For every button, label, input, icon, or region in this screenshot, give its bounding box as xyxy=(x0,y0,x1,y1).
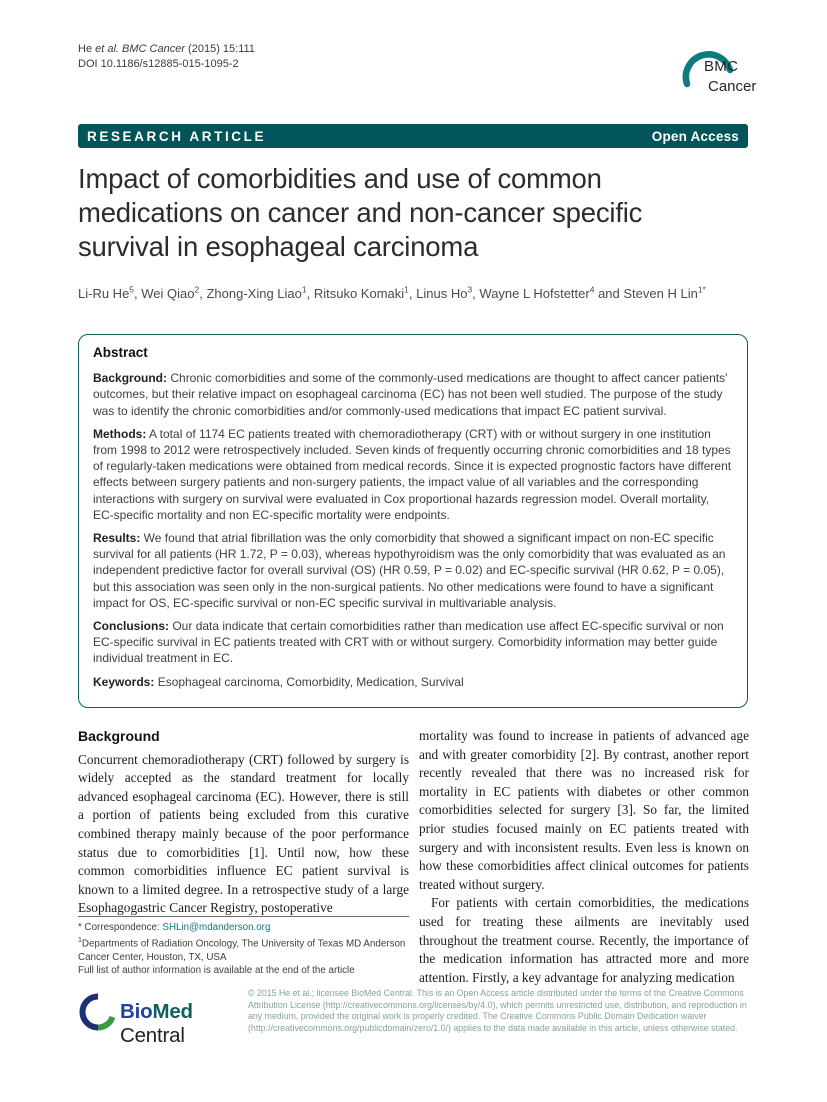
abstract-background: Background: Chronic comorbidities and some of the commonly-used medications are thought to affect cancer patients' outcomes, but their relative impact on esophageal carcinoma (EC) has not been well studied. The purpose of the study was to identify the chronic comorbidities and/or commonly-used medications that impact EC patient survival. xyxy=(93,371,728,418)
biomed-central-logo xyxy=(78,992,248,1047)
author: Steven H Lin$^{1*}$ xyxy=(623,285,706,302)
author: Ritsuko Komaki$^1$, xyxy=(313,285,417,302)
author-separator: , xyxy=(199,286,207,302)
abstract-box xyxy=(78,334,748,708)
license-text: © 2015 He et al.; licensee BioMed Central. This is an Open Access article distributed under the terms of the Creative Commons Attribution License (http://creativecommons.org/licenses/by/4.0), which permits unrestricted use, distribution, and reproduction in any medium, provided the original work is properly credited. The Creative Commons Public Domain Dedication waiver (http://creativecommons.org/publicdomain/zero/1.0/) applies to the data made available in this article, unless otherwise stated. xyxy=(248,988,747,1033)
body-paragraph: For patients with certain comorbidities, the medications used for treating these ailments are inevitably used throughout the treatment course. Recently, the importance of the medication information has attracted more and more attention. Firstly, a key advantage for analyzing medication xyxy=(419,895,749,985)
author-separator: , xyxy=(306,286,314,302)
author: Zhong-Xing Liao$^1$, xyxy=(206,285,314,302)
abstract-conclusions: Conclusions: Our data indicate that certain comorbidities rather than medication use affect EC-specific survival or non EC-specific survival in EC patients treated with CRT with or without surgery. Comorbidity information may better guide individual treatment in EC. xyxy=(93,619,724,666)
body-paragraph: mortality was found to increase in patients of advanced age and with greater comorbidity [2]. By contrast, another report recently revealed that there was no increased risk for mortality in EC patients with diabetes or other common comorbidities selected for surgery [3]. So far, the limited prior studies focused mainly on EC patients treated with surgery and with inconsistent results. Even less is known on how these comorbidities affect clinical outcomes for patients treated without surgery. xyxy=(419,728,749,892)
logo-text-bmc: BMC xyxy=(704,58,739,75)
correspondence-email-link[interactable]: SHLin@mdanderson.org xyxy=(162,922,271,933)
correspondence-line: * Correspondence: SHLin@mdanderson.org xyxy=(78,922,271,933)
article-title: Impact of comorbidities and use of common medications on cancer and non-cancer specific survival in esophageal carcinoma xyxy=(78,163,643,262)
author-separator: , xyxy=(408,286,417,302)
article-type-label: RESEARCH ARTICLE xyxy=(87,128,267,144)
author: Wayne L Hofstetter$^4$ and xyxy=(479,285,624,302)
abstract-methods: Methods: A total of 1174 EC patients treated with chemoradiotherapy (CRT) with or without surgery in one institution from 1998 to 2012 were retrospectively included. Seven kinds of frequently occurring chronic comorbidities and 18 types of regularly-taken medications were obtained from medical records. Since it is expected prognostic factors have different effects between surgery patients and non-surgery patients, the impact value of all variables and the corresponding interactions with surgery on survival were evaluated in Cox proportional hazards regression model. Overall mortality, EC-specific mortality and non EC-specific mortality were endpoints. xyxy=(93,426,732,522)
author-separator: , xyxy=(472,286,480,302)
doi-line: DOI 10.1186/s12885-015-1095-2 xyxy=(78,58,239,70)
author: Linus Ho$^3$, xyxy=(416,285,480,302)
header-citation-block xyxy=(78,42,255,72)
body-column-left xyxy=(78,727,409,918)
abstract-heading: Abstract xyxy=(93,345,148,360)
biomed-ring-icon xyxy=(78,992,118,1032)
abstract-keywords: Keywords: Esophageal carcinoma, Comorbidity, Medication, Survival xyxy=(93,674,464,689)
affiliation-line: $^1$Departments of Radiation Oncology, The University of Texas MD Anderson Cancer Center, Houston, TX, USA xyxy=(78,937,406,963)
abstract-results: Results: We found that atrial fibrillation was the only comorbidity that showed a significant impact on non-EC specific survival for all patients (HR 1.72, P = 0.03), whereas hypothyroidism was the only comorbidity that was evaluated as an independent predictive factor for overall survival (OS) (HR 0.59, P = 0.02) and EC-specific survival (HR 0.62, P = 0.05), but this association was seen only in the non-surgical patients. No other medications were found to have a significant impact for OS, EC-specific survival or non-EC specific survival in multivariable analysis. xyxy=(93,531,726,610)
article-type-banner xyxy=(78,124,748,148)
correspondence-footnote xyxy=(78,916,409,977)
author-separator: and xyxy=(594,286,624,302)
bmc-cancer-logo xyxy=(678,42,764,104)
logo-text-cancer: Cancer xyxy=(708,78,757,95)
author-list xyxy=(78,285,748,301)
author-separator: , xyxy=(134,286,142,302)
author-info-note: Full list of author information is available at the end of the article xyxy=(78,964,355,976)
author: Li-Ru He$^5$, xyxy=(78,285,142,302)
body-paragraph: Concurrent chemoradiotherapy (CRT) followed by surgery is widely accepted as the standard treatment for locally advanced esophageal carcinoma (EC). However, there is still a portion of patients being excluded from this curative combined therapy mainly because of the poor performance status due to comorbidities [1]. Until now, how these common comorbidities influence EC patient survival is known to a limited degree. In a retrospective study of a large Esophagogastric Cancer Registry, postoperative xyxy=(78,751,409,916)
citation-line: He et al. BMC Cancer (2015) 15:111 xyxy=(78,43,255,55)
body-column-right xyxy=(419,727,749,987)
author: Wei Qiao$^2$, xyxy=(141,285,207,302)
open-access-label: Open Access xyxy=(651,128,739,144)
section-heading-background: Background xyxy=(78,728,160,744)
biomed-central-wordmark: BioMed Central xyxy=(120,1000,193,1047)
